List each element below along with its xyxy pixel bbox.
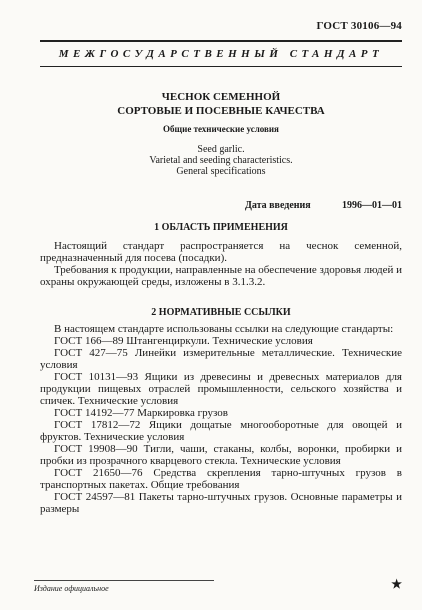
title-en-line-1: Seed garlic. <box>197 144 245 155</box>
paragraph: Настоящий стандарт распространяется на чеснок семенной, предназначенный для посева (посадки). <box>40 240 402 264</box>
reference-item: ГОСТ 24597—81 Пакеты тарно-штучных грузов. Основные параметры и размеры <box>40 491 402 515</box>
section-1-heading: 1 ОБЛАСТЬ ПРИМЕНЕНИЯ <box>154 222 288 233</box>
reference-item: ГОСТ 166—89 Штангенциркули. Технические условия <box>54 335 313 347</box>
reference-item: ГОСТ 21650—76 Средства скрепления тарно-штучных грузов в транспортных пакетах. Общие требования <box>40 467 402 491</box>
section-1-body <box>40 240 402 288</box>
document-title <box>40 90 402 118</box>
reference-item: ГОСТ 19908—90 Тигли, чаши, стаканы, колбы, воронки, пробирки и пробки из прозрачного кварцевого стекла. Технические условия <box>40 443 402 467</box>
reference-item: ГОСТ 10131—93 Ящики из древесины и древесных материалов для продукции пищевых отраслей промышленности, сельского хозяйства и спичек. Технические условия <box>40 371 402 407</box>
title-line-2: СОРТОВЫЕ И ПОСЕВНЫЕ КАЧЕСТВА <box>117 105 325 117</box>
official-edition-note: Издание официальное <box>34 584 109 593</box>
banner-bottom-rule <box>40 66 402 67</box>
banner-title: МЕЖГОСУДАРСТВЕННЫЙ СТАНДАРТ <box>58 48 384 60</box>
title-en-line-2: Varietal and seeding characteristics. <box>149 155 293 166</box>
subtitle-ru: Общие технические условия <box>163 124 279 134</box>
reference-item: ГОСТ 14192—77 Маркировка грузов <box>54 407 228 419</box>
title-english <box>40 144 402 177</box>
title-line-1: ЧЕСНОК СЕМЕННОЙ <box>161 91 281 103</box>
intro-date-value: 1996—01—01 <box>342 200 402 211</box>
paragraph: В настоящем стандарте использованы ссылки на следующие стандарты: <box>54 323 394 335</box>
reference-item: ГОСТ 427—75 Линейки измерительные металлические. Технические условия <box>40 347 402 371</box>
star-icon: ★ <box>391 577 402 591</box>
paragraph: Требования к продукции, направленные на обеспечение здоровья людей и охраны окружающей среды, изложены в 3.1.3.2. <box>40 264 402 288</box>
footer-rule <box>34 580 214 581</box>
standard-banner <box>40 40 402 67</box>
section-2-body <box>40 323 402 515</box>
gost-code: ГОСТ 30106—94 <box>316 20 402 32</box>
banner-top-rule <box>40 40 402 42</box>
intro-date-label: Дата введения <box>245 200 311 211</box>
reference-item: ГОСТ 17812—72 Ящики дощатые многооборотные для овощей и фруктов. Технические условия <box>40 419 402 443</box>
title-en-line-3: General specifications <box>176 166 266 177</box>
section-2-heading: 2 НОРМАТИВНЫЕ ССЫЛКИ <box>151 307 291 318</box>
